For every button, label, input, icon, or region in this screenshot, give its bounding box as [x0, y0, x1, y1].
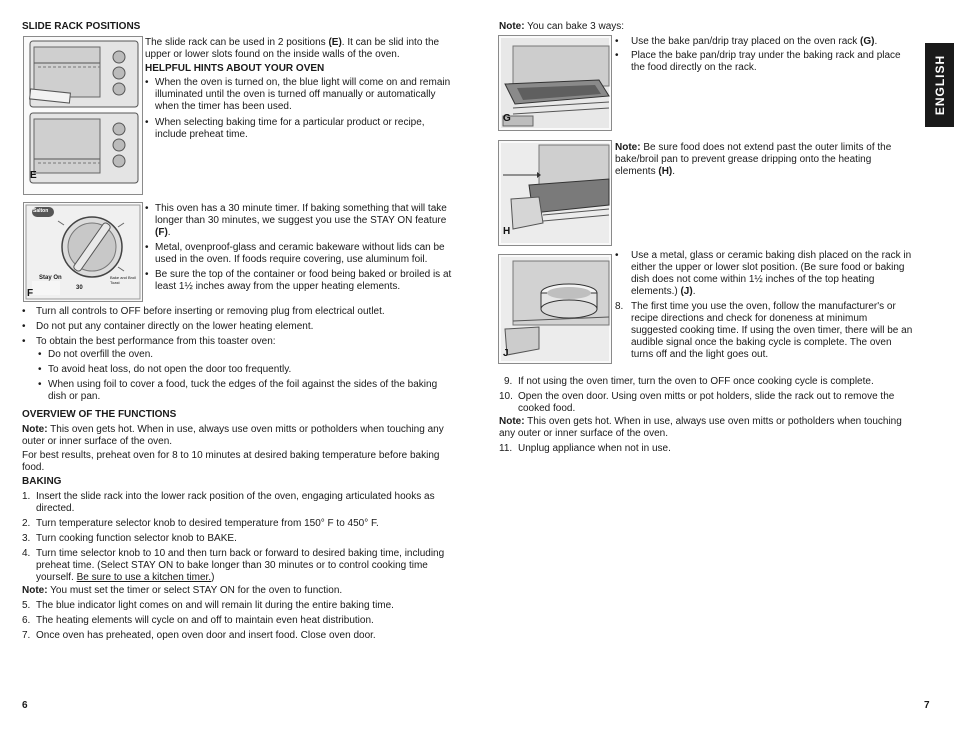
list-item: 6. The heating elements will cycle on and off to maintain even heat distribution. — [22, 615, 374, 626]
figure-j-label: J — [503, 348, 509, 359]
list-item: 9. If not using the oven timer, turn the oven to OFF once cooking cycle is complete. — [504, 376, 874, 387]
list-item: • When selecting baking time for a particular product or recipe, include preheat time. — [145, 117, 425, 140]
page-number-left: 6 — [22, 700, 28, 711]
list-item: • Place the bake pan/drip tray under the baking rack and place the food directly on the rack. — [615, 50, 901, 73]
note-grease: Note: Be sure food does not extend past the outer limits of the bake/broil pan to prevent grease dripping onto the heating elements (H). — [615, 142, 892, 177]
step-unplug — [499, 443, 913, 455]
figure-h-label: H — [503, 226, 511, 237]
note-bake-ways: Note: You can bake 3 ways: — [499, 21, 625, 32]
figure-e-label: E — [30, 170, 37, 181]
figure-h-pan-under-rack — [498, 140, 612, 246]
steps-right-bottom — [499, 376, 913, 415]
list-item: • When using foil to cover a food, tuck the edges of the foil against the sides of the baking dish or pan. — [38, 379, 438, 402]
dial-small-caption: Bake and Broil Toast — [110, 275, 137, 285]
list-item: • This oven has a 30 minute timer. If baking something that will take longer than 30 minutes, we suggest you use the STAY ON feature (F). — [145, 203, 447, 238]
list-item: • To avoid heat loss, do not open the door too frequently. — [38, 364, 292, 375]
baking-heading: BAKING — [22, 476, 62, 487]
slide-rack-heading: SLIDE RACK POSITIONS — [22, 21, 141, 32]
dial-brand-logo: Salton — [33, 208, 49, 214]
preheat-text: For best results, preheat oven for 8 to 10 minutes at desired baking temperature before baking food. — [22, 450, 440, 473]
list-item: 10. Open the oven door. Using oven mitts or pot holders, slide the rack out to remove the cooked food. — [499, 391, 895, 414]
slide-rack-intro: The slide rack can be used in 2 positions (E). It can be slid into the upper or lower slots found on the inside walls of the oven. — [145, 37, 440, 60]
dial-stay-on-label: Stay On — [39, 275, 62, 281]
list-item: 2. Turn temperature selector knob to desired temperature from 150° F to 450° F. — [22, 518, 379, 529]
hints-f-list — [145, 203, 457, 293]
note-timer: Note: You must set the timer or select STAY ON for the oven to function. — [22, 585, 343, 596]
list-item: • Use the bake pan/drip tray placed on the oven rack (G). — [615, 36, 878, 47]
baking-dish-list — [615, 250, 913, 298]
figure-g-pan-on-rack — [498, 35, 612, 131]
hints-general-list — [22, 306, 452, 348]
list-item: • Do not put any container directly on the lower heating element. — [22, 321, 314, 332]
baking-steps-b — [22, 600, 452, 642]
note-hot-right: Note: This oven gets hot. When in use, always use oven mitts or potholders when touching any outer or inner surface of the oven. — [499, 416, 902, 439]
list-item: 11. Unplug appliance when not in use. — [499, 443, 671, 454]
list-item: 5. The blue indicator light comes on and will remain lit during the entire baking time. — [22, 600, 394, 611]
oven-illustration-lower — [30, 113, 138, 183]
list-item: 8. The first time you use the oven, follow the manufacturer's or recipe directions and check for doneness at minimum suggested cooking time. If using the oven timer, there will be an audible signal once the baking cycle is complete. The oven turns off and the light goes out. — [615, 301, 913, 360]
list-item: • Do not overfill the oven. — [38, 349, 154, 360]
list-item: • Use a metal, glass or ceramic baking dish placed on the rack in either the upper or lower slot position. (Be sure food or baking dish does not come within 1½ inches of the top heating elements.) (J). — [615, 250, 912, 297]
hints-top-list — [145, 77, 457, 141]
dial-thirty-label: 30 — [76, 285, 83, 291]
steps-right-top — [615, 301, 913, 361]
language-tab-label: ENGLISH — [932, 54, 947, 116]
list-item: 7. Once oven has preheated, open oven door and insert food. Close oven door. — [22, 630, 376, 641]
figure-e-oven-rack-positions — [23, 36, 143, 195]
note-hot-left: Note: This oven gets hot. When in use, always use oven mitts or potholders when touching any outer or inner surface of the oven. — [22, 424, 444, 447]
figure-g-label: G — [503, 113, 511, 124]
list-item: • Metal, ovenproof-glass and ceramic bakeware without lids can be used in the oven. If foods require covering, use aluminum foil. — [145, 242, 445, 265]
list-item: 1. Insert the slide rack into the lower rack position of the oven, engaging articulated hooks as directed. — [22, 491, 435, 514]
list-item: 4. Turn time selector knob to 10 and then turn back or forward to desired baking time, including preheat time. (Select STAY ON to bake longer than 30 minutes or to control cooking time yourself. Be sure to use a kitchen timer.) — [22, 548, 445, 583]
baking-steps-a — [22, 491, 452, 584]
overview-heading: OVERVIEW OF THE FUNCTIONS — [22, 409, 177, 420]
list-item: 3. Turn cooking function selector knob to BAKE. — [22, 533, 237, 544]
list-item: • To obtain the best performance from this toaster oven: — [22, 336, 276, 347]
list-item: • Turn all controls to OFF before inserting or removing plug from electrical outlet. — [22, 306, 385, 317]
figure-f-control-panel — [23, 202, 143, 302]
figure-f-label: F — [27, 288, 34, 299]
list-item: • Be sure the top of the container or food being baked or broiled is at least 1½ inches away from the upper heating elements. — [145, 269, 452, 292]
language-tab — [925, 43, 954, 127]
bake-ways-list — [615, 36, 907, 74]
sub-hints-list — [38, 349, 442, 403]
figure-j-baking-dish — [498, 254, 612, 364]
helpful-hints-heading: HELPFUL HINTS ABOUT YOUR OVEN — [145, 63, 325, 74]
page-number-right: 7 — [924, 700, 930, 711]
list-item: • When the oven is turned on, the blue light will come on and remain illuminated until the oven is turned off manually or automatically when the timer has been used. — [145, 77, 451, 112]
oven-illustration-upper — [30, 41, 138, 107]
